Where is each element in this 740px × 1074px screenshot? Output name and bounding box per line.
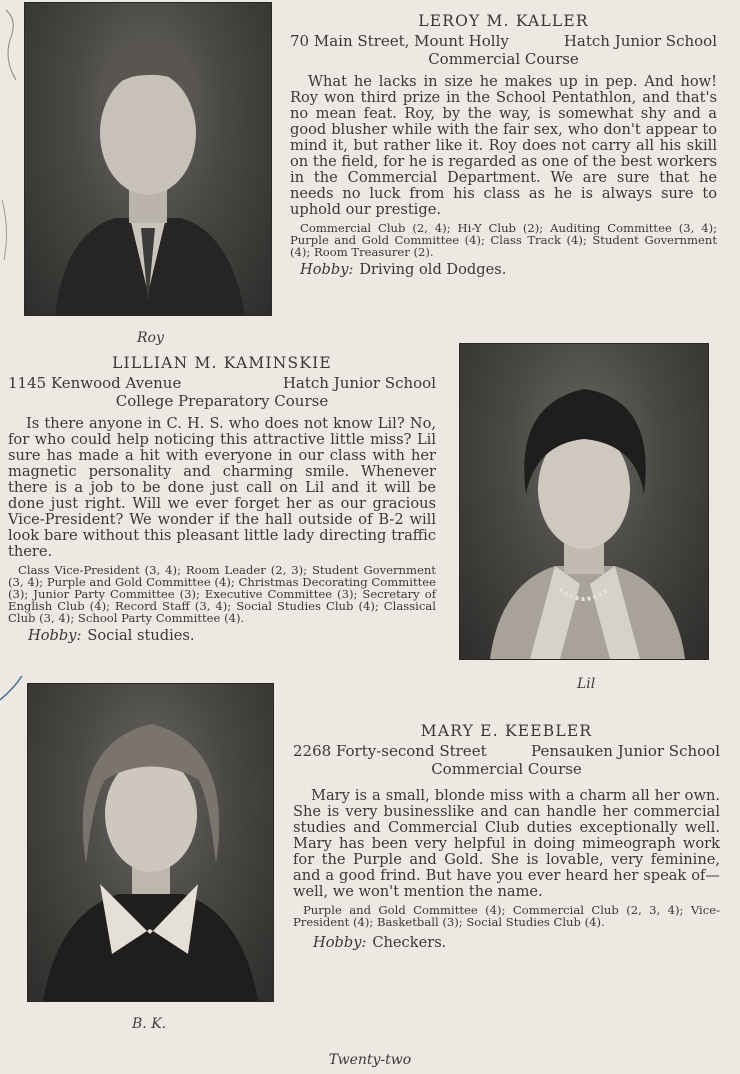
- course-name: Commercial Course: [431, 760, 582, 778]
- photo-caption: Roy: [137, 330, 164, 346]
- hobby-value: Checkers.: [372, 934, 447, 951]
- student-name: LEROY M. KALLER: [418, 12, 589, 30]
- activities-list: Class Vice-President (3, 4); Room Leader (2, 3); Student Government (3, 4); Purple and Gold Committee (4); Christmas Decorating Committee (3); Junior Party Committee (3); Executive Committee (3); Secretary of English Club (4); Record Staff (3, 4); Social Studies Club (4); Classical Club (3, 4); School Party Committee (4).: [8, 563, 436, 625]
- activities-list: Purple and Gold Committee (4); Commercial Club (2, 3, 4); Vice-President (4); Basketball (3); Social Studies Club (4).: [293, 903, 720, 929]
- portrait-figure: [28, 684, 273, 1001]
- hobby-line: [300, 261, 717, 278]
- hobby-label: Hobby:: [300, 261, 354, 278]
- junior-school: Pensauken Junior School: [531, 742, 720, 760]
- portrait-photo-lillian: [459, 343, 709, 660]
- biography: Is there anyone in C. H. S. who does not know Lil? No, for who could help noticing this attractive little miss? Lil sure has made a hit with everyone in our class with her magnetic personality and charming smile. Whenever there is a job to be done just call on Lil and it will be done just right. Will we ever forget her as our gracious Vice-President? We wonder if the hall outside of B-2 will look bare without this pleasant little lady directing traffic there.: [8, 415, 436, 560]
- biography: What he lacks in size he makes up in pep. And how! Roy won third prize in the School Pentathlon, and that's no mean feat. Roy, by the way, is somewhat shy and a good blusher while with the fair sex, who don't appear to mind it, but rather like it. Roy does not carry all his skill on the field, for he is regarded as one of the best workers in the Commercial Department. We are sure that he needs no luck from his class as he is always sure to uphold our prestige.: [290, 73, 717, 218]
- activities-list: Commercial Club (2, 4); Hi-Y Club (2); Auditing Committee (3, 4); Purple and Gold Committee (4); Class Track (4); Student Government (4); Room Treasurer (2).: [290, 221, 717, 259]
- portrait-photo-leroy: [24, 2, 272, 316]
- portrait-figure: [25, 3, 271, 315]
- course-name: Commercial Course: [428, 50, 579, 68]
- hobby-value: Social studies.: [87, 627, 195, 644]
- course-name: College Preparatory Course: [115, 392, 329, 410]
- hobby-label: Hobby:: [313, 934, 367, 951]
- hobby-line: [28, 627, 436, 644]
- student-name: LILLIAN M. KAMINSKIE: [112, 354, 332, 372]
- student-entry-lillian: [8, 354, 436, 644]
- biography: Mary is a small, blonde miss with a charm all her own. She is very businesslike and can handle her commercial studies and Commercial Club duties exceptionally well. Mary has been very helpful in doing mimeograph work for the Purple and Gold. She is lovable, very feminine, and a good frind. But have you ever heard her speak of—well, we won't mention the name.: [293, 787, 720, 900]
- address-line: [293, 742, 720, 760]
- address-line: [290, 32, 717, 50]
- street-address: 1145 Kenwood Avenue: [8, 374, 182, 392]
- student-entry-mary: [293, 722, 720, 951]
- junior-school: Hatch Junior School: [282, 374, 436, 392]
- photo-caption: Lil: [577, 676, 596, 692]
- student-entry-leroy: [290, 12, 717, 278]
- address-line: [8, 374, 436, 392]
- street-address: 70 Main Street, Mount Holly: [290, 32, 509, 50]
- junior-school: Hatch Junior School: [563, 32, 717, 50]
- page-number: Twenty-two: [328, 1052, 412, 1068]
- street-address: 2268 Forty-second Street: [293, 742, 487, 760]
- hobby-value: Driving old Dodges.: [359, 261, 507, 278]
- portrait-figure: [460, 344, 708, 659]
- hobby-label: Hobby:: [28, 627, 82, 644]
- photo-caption: B. K.: [132, 1016, 167, 1032]
- hobby-line: [313, 934, 720, 951]
- portrait-photo-mary: [27, 683, 274, 1002]
- student-name: MARY E. KEEBLER: [420, 722, 593, 740]
